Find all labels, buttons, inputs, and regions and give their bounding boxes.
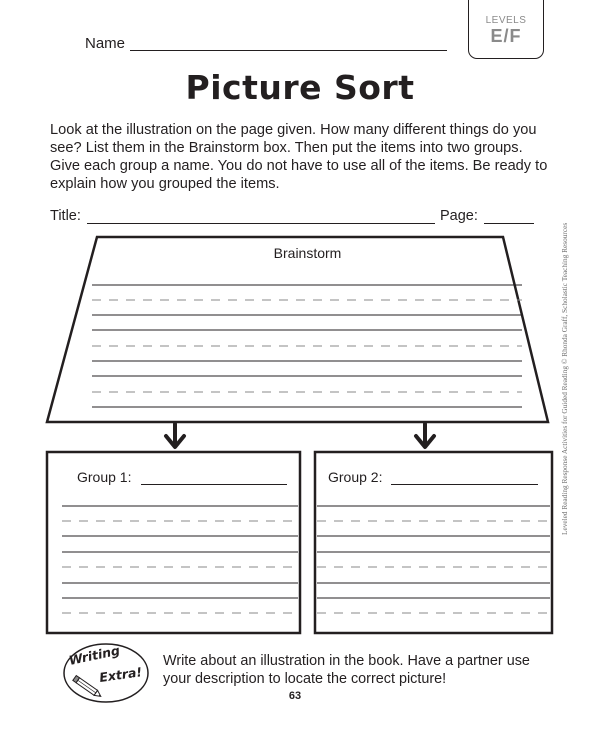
page-number: 63 <box>288 690 302 702</box>
brainstorm-box <box>47 237 548 422</box>
badge-line1: Writing <box>67 642 122 668</box>
badge-line2: Extra! <box>98 664 143 685</box>
levels-value: E/F <box>490 26 522 46</box>
page-label: Page: <box>440 208 478 224</box>
group-2-name-field[interactable] <box>391 484 538 485</box>
group-1-label: Group 1: <box>77 469 132 485</box>
writing-extra-text: Write about an illustration in the book. Have a partner use your description to locate the correct picture! <box>163 653 530 687</box>
brainstorm-lines <box>92 285 522 407</box>
group-2-label: Group 2: <box>328 469 383 485</box>
side-credit-text: Leveled Reading Response Activities for Guided Reading © Rhonda Graff, Scholastic Teaching Resources <box>560 222 569 535</box>
name-label: Name <box>85 35 126 52</box>
title-label: Title: <box>50 208 81 224</box>
group-1-lines <box>62 506 298 613</box>
arrow-left <box>166 424 184 447</box>
page-title: Picture Sort <box>185 68 415 107</box>
group-1-name-field[interactable] <box>141 484 287 485</box>
group-2-lines <box>317 506 550 613</box>
levels-label: LEVELS <box>485 15 527 26</box>
arrow-right <box>416 424 434 447</box>
brainstorm-label: Brainstorm <box>273 245 342 261</box>
instructions: Look at the illustration on the page given. How many different things do you see? List them in the Brainstorm box. Then put the items into two groups. Give each group a name. You do not have to use all of the items. Be ready to explain how you grouped the items. <box>50 122 548 192</box>
